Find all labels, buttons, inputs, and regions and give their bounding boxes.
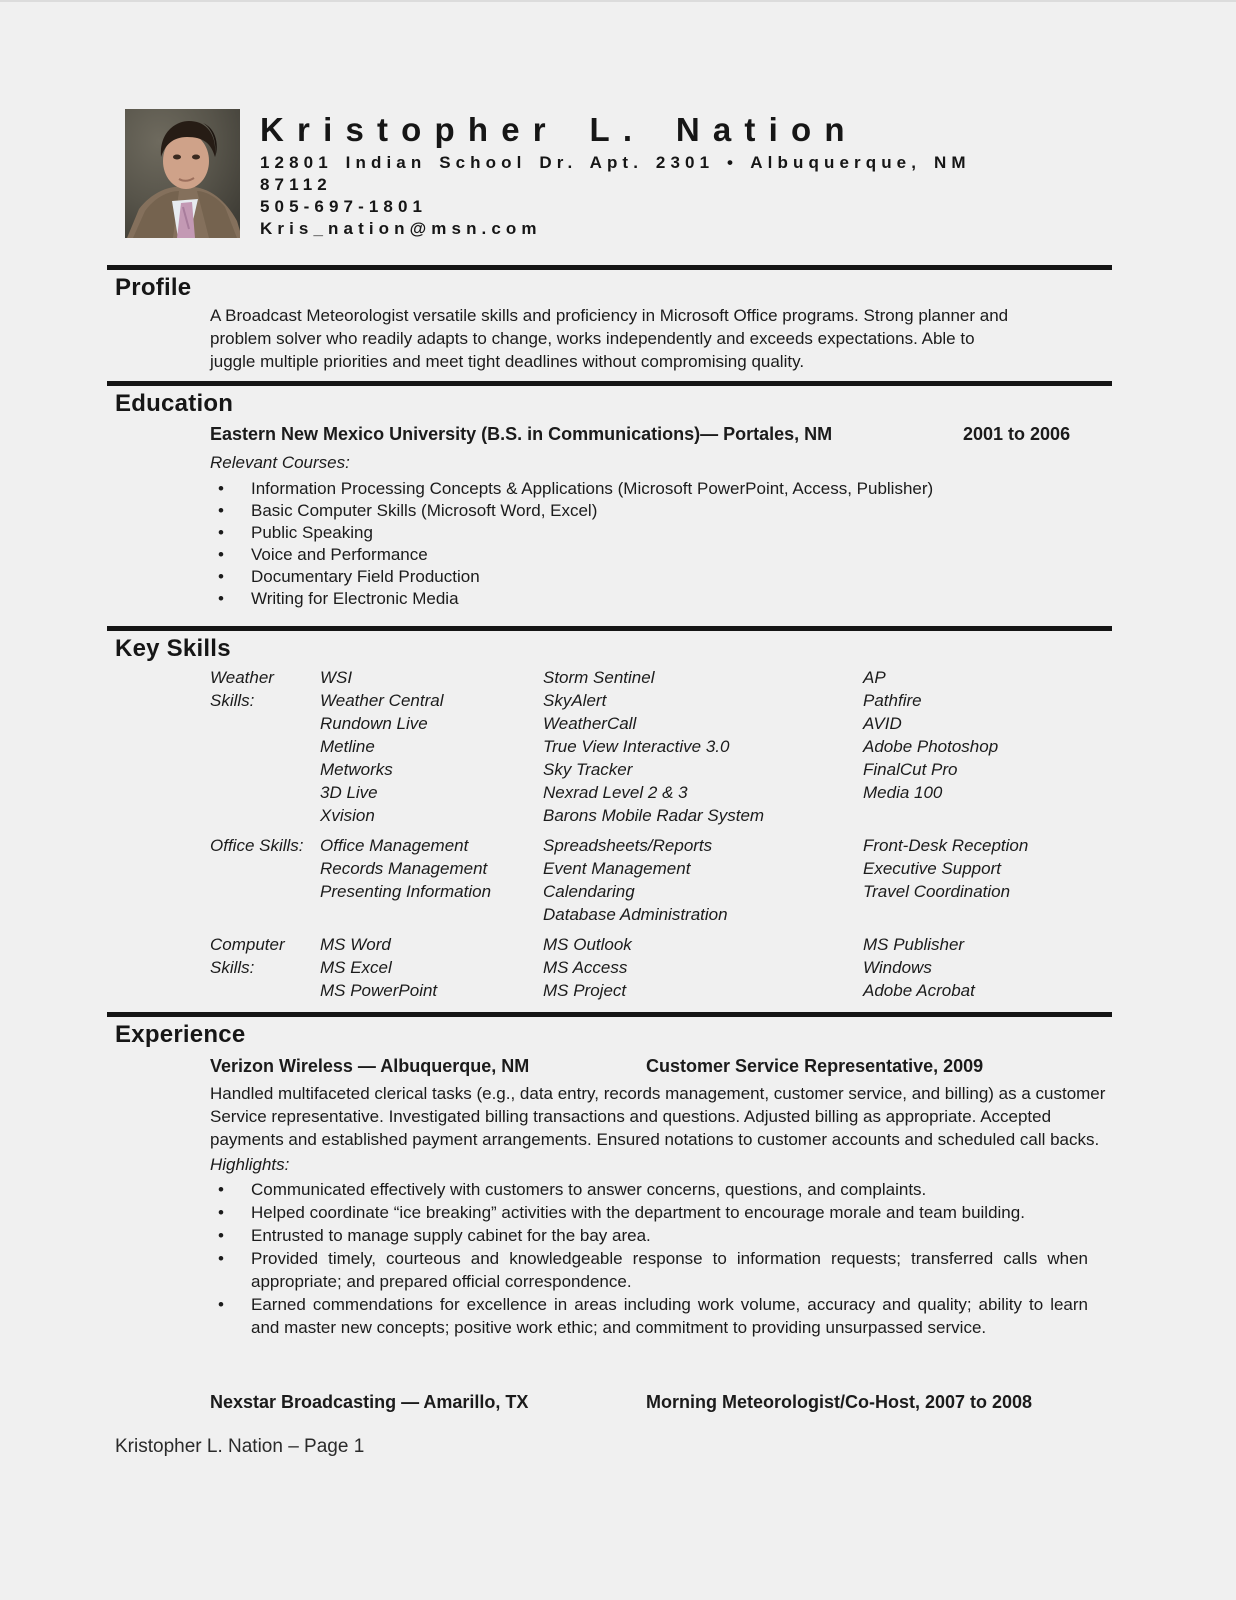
skill-item: Executive Support [863, 859, 1001, 878]
phone-number: 505-697-1801 [260, 197, 428, 216]
skill-item: True View Interactive 3.0 [543, 737, 730, 756]
computer-skills-col-2 [543, 933, 863, 1002]
job-header-verizon [210, 1053, 1112, 1079]
skill-item: Travel Coordination [863, 882, 1011, 901]
skill-item: Windows [863, 958, 932, 977]
email-address: Kris_nation@msn.com [260, 219, 542, 238]
page-footer-area [107, 1435, 1112, 1459]
computer-skills-label: Computer Skills: [210, 935, 285, 977]
employer-name: Nexstar Broadcasting — Amarillo, TX [210, 1392, 529, 1412]
relevant-courses-label: Relevant Courses: [210, 453, 350, 472]
weather-skills-col-2 [543, 666, 863, 827]
weather-skills-label: Weather Skills: [210, 668, 274, 710]
skill-item: Metline [320, 737, 375, 756]
skill-item: Metworks [320, 760, 393, 779]
skill-item: Presenting Information [320, 882, 492, 901]
address-line-2: 87112 [260, 175, 332, 194]
office-skills-col-3 [863, 834, 1112, 926]
skill-item: AVID [863, 714, 902, 733]
skill-item: MS Access [543, 958, 628, 977]
skill-item: Weather Central [320, 691, 444, 710]
skill-item: FinalCut Pro [863, 760, 958, 779]
key-skills-heading: Key Skills [115, 635, 231, 662]
experience-heading: Experience [115, 1021, 246, 1048]
weather-skills-col-3 [863, 666, 1112, 827]
computer-skills-group [210, 933, 1112, 1002]
computer-skills-col-1 [320, 933, 543, 1002]
address-line-1: 12801 Indian School Dr. Apt. 2301 • Albuquerque, NM [260, 153, 971, 172]
skill-item: Xvision [320, 806, 375, 825]
skill-item: MS Publisher [863, 935, 965, 954]
highlights-list [210, 1178, 1088, 1339]
section-divider [107, 1012, 1112, 1017]
skill-item: Adobe Photoshop [863, 737, 999, 756]
highlight-item: • Entrusted to manage supply cabinet for the bay area. [210, 1224, 1088, 1247]
school-name: Eastern New Mexico University (B.S. in Communications)— Portales, NM [210, 424, 833, 444]
skill-item: Storm Sentinel [543, 668, 655, 687]
skill-item: Event Management [543, 859, 691, 878]
computer-skills-col-3 [863, 933, 1112, 1002]
key-skills-section [107, 626, 1112, 1002]
highlight-item: • Helped coordinate “ice breaking” activities with the department to encourage morale and team building. [210, 1201, 1088, 1224]
header-contact-block [260, 109, 971, 240]
courses-list [210, 478, 1112, 610]
degree-line [210, 421, 1112, 447]
highlight-item: • Earned commendations for excellence in areas including work volume, accuracy and quality; ability to learn and master new concepts; positive work ethic; and commitment to providing unsurpassed service. [210, 1293, 1088, 1339]
skill-item: Rundown Live [320, 714, 428, 733]
office-skills-label: Office Skills: [210, 836, 304, 855]
skill-item: WeatherCall [543, 714, 637, 733]
resume-header [125, 109, 1112, 240]
education-heading: Education [115, 390, 234, 417]
highlights-label: Highlights: [210, 1155, 290, 1174]
job-title: Morning Meteorologist/Co-Host, 2007 to 2008 [646, 1392, 1033, 1412]
course-item: • Documentary Field Production [210, 566, 1112, 588]
profile-heading: Profile [115, 274, 192, 301]
skill-item: WSI [320, 668, 353, 687]
skill-item: SkyAlert [543, 691, 607, 710]
experience-section [107, 1012, 1112, 1415]
skill-item: Front-Desk Reception [863, 836, 1029, 855]
highlight-item: • Communicated effectively with customers to answer concerns, questions, and complaints. [210, 1178, 1088, 1201]
office-skills-col-1 [320, 834, 543, 926]
skill-item: Calendaring [543, 882, 635, 901]
skill-item: Records Management [320, 859, 488, 878]
course-item: • Writing for Electronic Media [210, 588, 1112, 610]
education-section [107, 381, 1112, 610]
job-header-nexstar [210, 1389, 1112, 1415]
person-name: Kristopher L. Nation [260, 111, 858, 148]
skill-item: Pathfire [863, 691, 922, 710]
skill-item: Barons Mobile Radar System [543, 806, 765, 825]
skill-item: Adobe Acrobat [863, 981, 975, 1000]
course-item: • Voice and Performance [210, 544, 1112, 566]
page-footer-text: Kristopher L. Nation – Page 1 [115, 1436, 365, 1457]
skill-item: Office Management [320, 836, 469, 855]
skill-item: MS Excel [320, 958, 392, 977]
skill-item: MS Word [320, 935, 391, 954]
course-item: • Public Speaking [210, 522, 1112, 544]
weather-skills-group [210, 666, 1112, 827]
course-item: • Information Processing Concepts & Applications (Microsoft PowerPoint, Access, Publisher) [210, 478, 1112, 500]
skill-item: MS PowerPoint [320, 981, 438, 1000]
job-summary: Handled multifaceted clerical tasks (e.g., data entry, records management, customer service, and billing) as a customer Service representative. Investigated billing transactions and questions. Adjusted billing as appropriate. Accepted payments and established payment arrangements. Ensured notations to customer accounts and scheduled call backs. [210, 1084, 1106, 1149]
highlight-item: • Provided timely, courteous and knowledgeable response to information requests; transferred calls when appropriate; and prepared official correspondence. [210, 1247, 1088, 1293]
skill-item: Spreadsheets/Reports [543, 836, 713, 855]
profile-section [107, 265, 1112, 373]
section-divider [107, 626, 1112, 631]
skill-item: Media 100 [863, 783, 943, 802]
section-divider [107, 381, 1112, 386]
education-dates: 2001 to 2006 [963, 424, 1071, 444]
skill-item: AP [863, 668, 886, 687]
skills-table [210, 666, 1112, 1002]
skill-item: MS Project [543, 981, 627, 1000]
skill-item: Database Administration [543, 905, 728, 924]
weather-skills-col-1 [320, 666, 543, 827]
portrait-photo-image [125, 109, 240, 238]
office-skills-group [210, 834, 1112, 926]
skill-item: 3D Live [320, 783, 378, 802]
skill-item: Sky Tracker [543, 760, 633, 779]
office-skills-col-2 [543, 834, 863, 926]
job-title: Customer Service Representative, 2009 [646, 1056, 984, 1076]
profile-summary: A Broadcast Meteorologist versatile skills and proficiency in Microsoft Office programs. Strong planner and problem solver who readily adapts to change, works independently and exceeds expectations. Able to juggle multiple priorities and meet tight deadlines without compromising quality. [210, 306, 1009, 371]
course-item: • Basic Computer Skills (Microsoft Word, Excel) [210, 500, 1112, 522]
skill-item: Nexrad Level 2 & 3 [543, 783, 688, 802]
skill-item: MS Outlook [543, 935, 632, 954]
portrait-photo [125, 109, 240, 238]
employer-name: Verizon Wireless — Albuquerque, NM [210, 1056, 530, 1076]
section-divider [107, 265, 1112, 270]
